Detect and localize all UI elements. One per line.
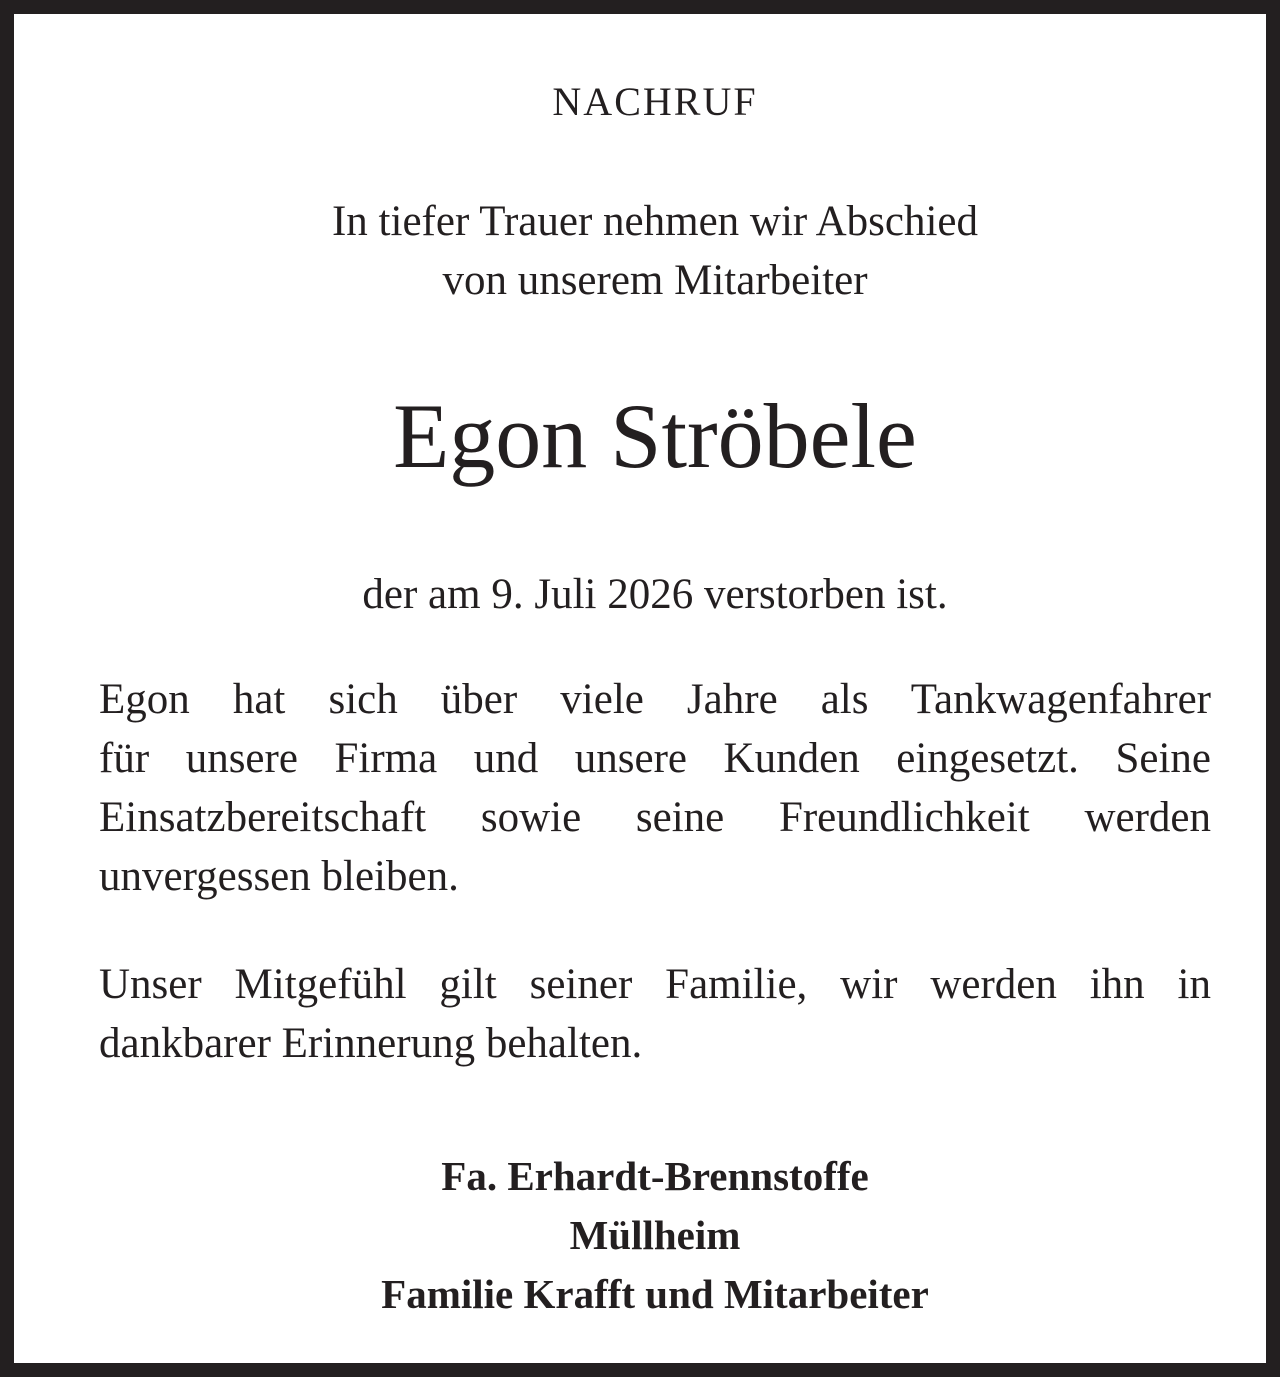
paragraph-line: für unsere Firma und unsere Kunden eingesetzt. Seine (99, 735, 1211, 782)
death-date-line: der am 9. Juli 2026 verstorben ist. (362, 571, 948, 618)
notice-heading: NACHRUF (552, 79, 758, 124)
intro-text (99, 192, 1211, 310)
tribute-paragraph (99, 670, 1211, 906)
paragraph-line: Egon hat sich über viele Jahre als Tankwagenfahrer (99, 676, 1211, 723)
intro-line: In tiefer Trauer nehmen wir Abschied (331, 198, 979, 245)
deceased-name: Egon Ströbele (393, 385, 917, 487)
signature-block (99, 1147, 1211, 1324)
paragraph-line: unvergessen bleiben. (99, 853, 459, 900)
company-location: Müllheim (569, 1212, 741, 1258)
paragraph-line: dankbarer Erinnerung behalten. (99, 1020, 643, 1067)
condolence-paragraph (99, 955, 1211, 1073)
paragraph-line: Einsatzbereitschaft sowie seine Freundlichkeit werden (99, 794, 1211, 841)
paragraph-line: Unser Mitgefühl gilt seiner Familie, wir werden ihn in (99, 961, 1211, 1008)
family-signature: Familie Krafft und Mitarbeiter (381, 1271, 929, 1317)
intro-line: von unserem Mitarbeiter (442, 257, 868, 304)
company-name: Fa. Erhardt-Brennstoffe (441, 1153, 869, 1199)
